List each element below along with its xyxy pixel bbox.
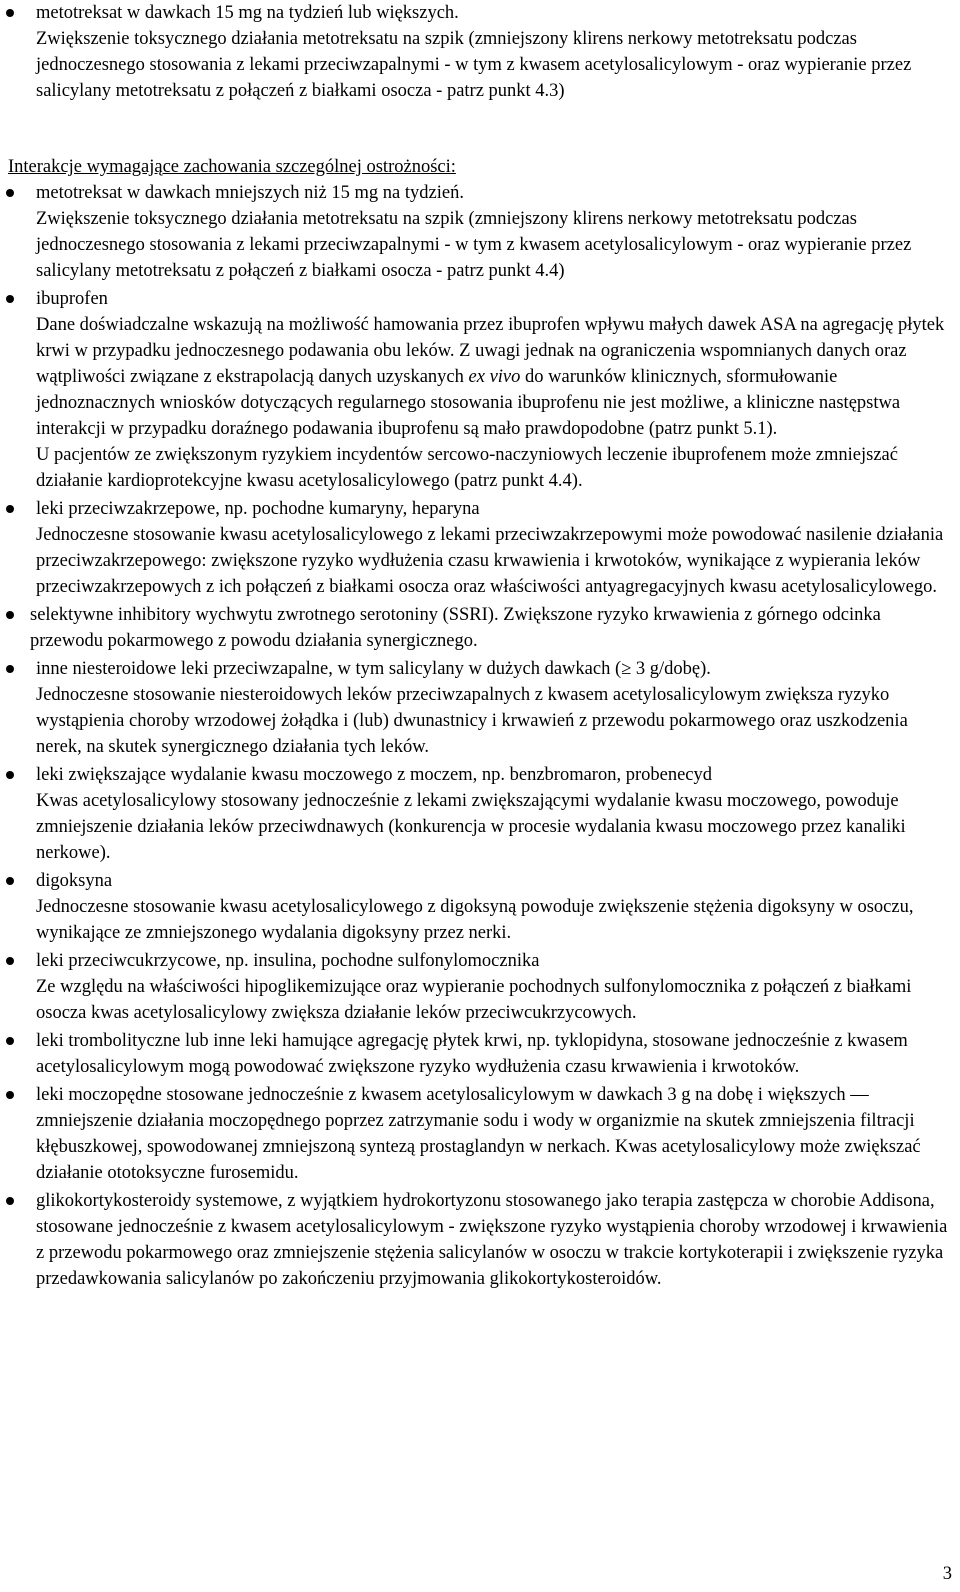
list-item [0,656,948,760]
item-description: Jednoczesne stosowanie niesteroidowych leków przeciwzapalnych z kwasem acetylosalicylowym zwiększa ryzyko wystąpienia choroby wrzodowej żołądka i (lub) dwunastnicy i krwawień z przewodu pokarmowego oraz uszkodzenia nerek, na skutek synergicznego działania tych leków. [36,685,908,757]
item-description [36,312,948,442]
description-text: Dane doświadczalne wskazują na możliwość hamowania przez ibuprofen wpływu małych dawek ASA na agregację płytek krwi w przypadku jednoczesnego podawania obu leków. Z uwagi jednak na ograniczenia wspomnianych danych oraz wątpliwości związane z ekstrapolacją danych uzyskanych [36,315,945,387]
italic-term: ex vivo [468,367,521,387]
item-text: glikokortykosteroidy systemowe, z wyjątkiem hydrokortyzonu stosowanego jako terapia zastępcza w chorobie Addisona, stosowane jednocześnie z kwasem acetylosalicylowym - zwiększone ryzyko wystąpienia choroby wrzodowej i krwawienia z przewodu pokarmowego oraz zmniejszenie stężenia salicylanów w osoczu w trakcie kortykoterapii i zwiększenie ryzyka przedawkowania salicylanów po zakończeniu przyjmowania glikokortykosteroidów. [36,1191,948,1289]
list-item [0,868,948,946]
item-title: metotreksat w dawkach mniejszych niż 15 mg na tydzień. [36,183,464,203]
item-title: leki przeciwcukrzycowe, np. insulina, pochodne sulfonylomocznika [36,951,540,971]
interaction-list [0,180,948,1294]
list-item [0,1188,948,1292]
item-text: leki trombolityczne lub inne leki hamujące agregację płytek krwi, np. tyklopidyna, stosowane jednocześnie z kwasem acetylosalicylowym mogą powodować zwiększone ryzyko wydłużenia czasu krwawienia i krwotoków. [36,1031,908,1077]
item-title: inne niesteroidowe leki przeciwzapalne, w tym salicylany w dużych dawkach (≥ 3 g/dobę). [36,659,711,679]
list-item [0,602,948,654]
item-description: Zwiększenie toksycznego działania metotreksatu na szpik (zmniejszony klirens nerkowy metotreksatu podczas jednoczesnego stosowania z lekami przeciwzapalnymi - w tym z kwasem acetylosalicylowym - oraz wypieranie przez salicylany metotreksatu z połączeń z białkami osocza - patrz punkt 4.3) [36,29,912,101]
item-description: U pacjentów ze zwiększonym ryzykiem incydentów sercowo-naczyniowych leczenie ibuprofenem może zmniejszać działanie kardioprotekcyjne kwasu acetylosalicylowego (patrz punkt 4.4). [36,445,898,491]
top-list [0,0,948,104]
list-item [0,496,948,600]
item-title: metotreksat w dawkach 15 mg na tydzień lub większych. [36,3,459,23]
description-text: do warunków klinicznych, sformułowanie jednoznacznych wniosków dotyczących regularnego stosowania ibuprofenu nie jest możliwe, a kliniczne następstwa interakcji w przypadku doraźnego podawania ibuprofenu są mało prawdopodobne (patrz punkt 5.1). [36,367,901,439]
list-item [0,0,948,104]
item-text: leki moczopędne stosowane jednocześnie z kwasem acetylosalicylowym w dawkach 3 g na dobę i większych — zmniejszenie działania moczopędnego poprzez zatrzymanie sodu i wody w organizmie na skutek zmniejszenia filtracji kłębuszkowej, spowodowanej zmniejszoną syntezą prostaglandyn w nerkach. Kwas acetylosalicylowy może zwiększać działanie ototoksyczne furosemidu. [36,1085,921,1183]
item-text: selektywne inhibitory wychwytu zwrotnego serotoniny (SSRI). Zwiększone ryzyko krwawienia z górnego odcinka przewodu pokarmowego z powodu działania synergicznego. [30,605,881,651]
item-description: Jednoczesne stosowanie kwasu acetylosalicylowego z digoksyną powoduje zwiększenie stężenia digoksyny w osoczu, wynikające ze zmniejszonego wydalania digoksyny przez nerki. [36,897,914,943]
item-description: Zwiększenie toksycznego działania metotreksatu na szpik (zmniejszony klirens nerkowy metotreksatu podczas jednoczesnego stosowania z lekami przeciwzapalnymi - w tym z kwasem acetylosalicylowym - oraz wypieranie przez salicylany metotreksatu z połączeń z białkami osocza - patrz punkt 4.4) [36,209,912,281]
item-title: ibuprofen [36,289,108,309]
page-number: 3 [942,1564,952,1584]
item-title: leki przeciwzakrzepowe, np. pochodne kumaryny, heparyna [36,499,480,519]
list-item [0,948,948,1026]
item-title: digoksyna [36,871,113,891]
item-title: leki zwiększające wydalanie kwasu moczowego z moczem, np. benzbromaron, probenecyd [36,765,712,785]
item-description: Ze względu na właściwości hipoglikemizujące oraz wypieranie pochodnych sulfonylomocznika z połączeń z białkami osocza kwas acetylosalicylowy zwiększa działanie leków przeciwcukrzycowych. [36,977,912,1023]
item-description: Kwas acetylosalicylowy stosowany jednocześnie z lekami zwiększającymi wydalanie kwasu moczowego, powoduje zmniejszenie działania leków przeciwdnawych (konkurencja w procesie wydalania kwasu moczowego przez kanaliki nerkowe). [36,791,906,863]
item-description: Jednoczesne stosowanie kwasu acetylosalicylowego z lekami przeciwzakrzepowymi może powodować nasilenie działania przeciwzakrzepowego: zwiększone ryzyko wydłużenia czasu krwawienia i krwotoków, wynikające z wypierania leków przeciwzakrzepowych z ich połączeń z białkami osocza oraz właściwości antyagregacyjnych kwasu acetylosalicylowego. [36,525,944,597]
list-item [0,286,948,494]
list-item [0,762,948,866]
list-item [0,1082,948,1186]
list-item [0,1028,948,1080]
list-item [0,180,948,284]
section-heading: Interakcje wymagające zachowania szczególnej ostrożności: [8,157,456,177]
